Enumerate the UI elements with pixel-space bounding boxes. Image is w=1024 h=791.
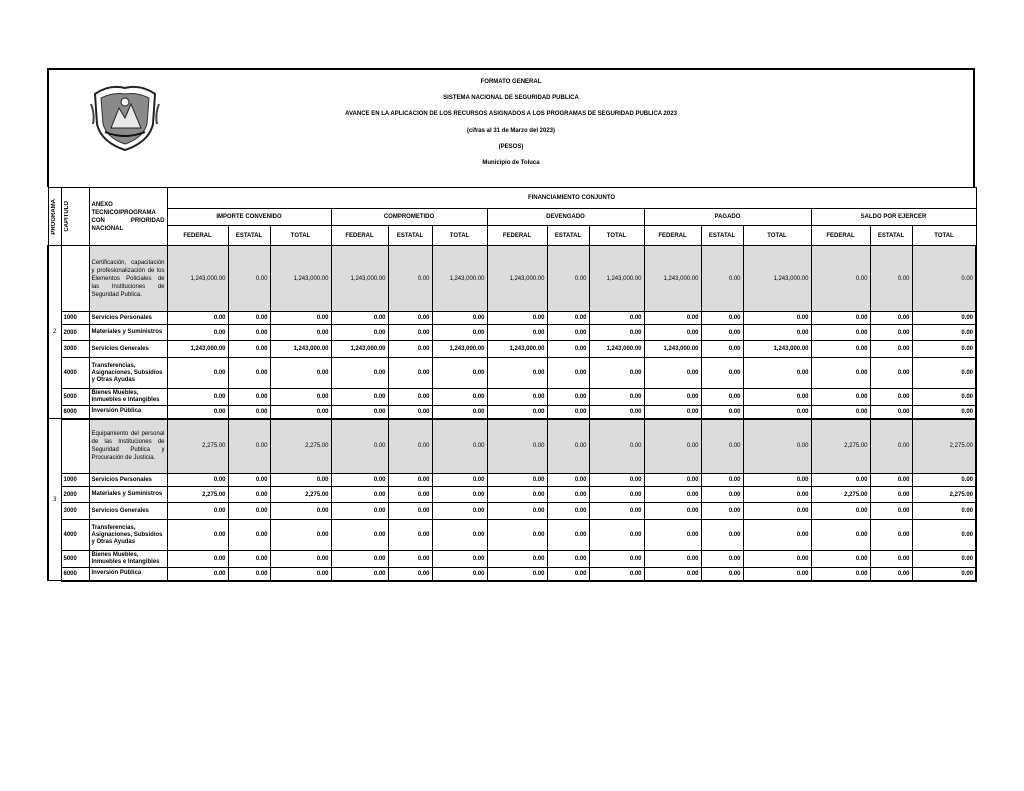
program-total-cell: 0.00 — [228, 246, 270, 312]
value-cell: 0.00 — [270, 551, 331, 568]
value-cell: 1,243,000.00 — [644, 341, 701, 358]
program-total-cell: 0.00 — [388, 419, 432, 474]
value-cell: 0.00 — [870, 487, 912, 503]
funding-table — [47, 187, 977, 582]
value-cell: 0.00 — [644, 312, 701, 325]
capitulo-code: 3000 — [61, 503, 89, 520]
value-cell: 0.00 — [432, 568, 487, 581]
value-cell: 0.00 — [743, 520, 811, 551]
value-cell: 0.00 — [547, 312, 589, 325]
program-total-row — [48, 246, 976, 312]
value-cell: 0.00 — [589, 312, 644, 325]
capitulo-name: Materiales y Suministros — [89, 487, 167, 503]
value-cell: 0.00 — [811, 551, 870, 568]
value-cell: 0.00 — [331, 503, 388, 520]
header-line-currency: (PESOS) — [498, 143, 524, 150]
value-cell: 0.00 — [589, 568, 644, 581]
program-capitulo-blank — [61, 246, 89, 312]
value-cell: 0.00 — [331, 389, 388, 406]
table-row — [48, 325, 976, 341]
value-cell: 0.00 — [870, 358, 912, 389]
table-row — [48, 389, 976, 406]
value-cell: 0.00 — [644, 358, 701, 389]
value-cell: 0.00 — [228, 312, 270, 325]
program-total-cell: 1,243,000.00 — [589, 246, 644, 312]
value-cell: 0.00 — [912, 551, 976, 568]
value-cell: 0.00 — [701, 568, 743, 581]
table-row — [48, 358, 976, 389]
value-cell: 0.00 — [270, 474, 331, 487]
subheader-total: TOTAL — [270, 226, 331, 246]
table-row — [48, 312, 976, 325]
anexo-header: ANEXO TECNICO/PROGRAMA CON PRIORIDAD NACIONAL — [89, 188, 167, 246]
value-cell: 0.00 — [701, 551, 743, 568]
value-cell: 0.00 — [743, 568, 811, 581]
program-total-cell: 2,275.00 — [912, 419, 976, 474]
capitulo-name: Bienes Muebles, Inmuebles e Intangibles — [89, 551, 167, 568]
value-cell: 0.00 — [487, 551, 547, 568]
subheader-row — [48, 226, 976, 246]
value-cell: 0.00 — [547, 487, 589, 503]
value-cell: 0.00 — [701, 474, 743, 487]
value-cell: 0.00 — [432, 520, 487, 551]
program-total-cell: 2,275.00 — [270, 419, 331, 474]
header-titles — [49, 74, 973, 171]
subheader-federal: FEDERAL — [644, 226, 701, 246]
value-cell: 0.00 — [811, 358, 870, 389]
value-cell: 0.00 — [228, 520, 270, 551]
value-cell: 0.00 — [270, 568, 331, 581]
table-row — [48, 341, 976, 358]
value-cell: 0.00 — [701, 520, 743, 551]
subheader-estatal: ESTATAL — [547, 226, 589, 246]
value-cell: 0.00 — [228, 474, 270, 487]
value-cell: 0.00 — [870, 503, 912, 520]
value-cell: 0.00 — [870, 551, 912, 568]
program-total-cell: 0.00 — [811, 246, 870, 312]
program-total-cell: 1,243,000.00 — [331, 246, 388, 312]
program-description: Equipamiento del personal de las Instituciones de Seguridad Publica y Procuración de Justicia. — [89, 419, 167, 474]
program-total-cell: 0.00 — [388, 246, 432, 312]
program-total-cell: 2,275.00 — [167, 419, 228, 474]
value-cell: 0.00 — [388, 341, 432, 358]
capitulo-code: 4000 — [61, 358, 89, 389]
value-cell: 0.00 — [870, 312, 912, 325]
value-cell: 0.00 — [547, 503, 589, 520]
value-cell: 0.00 — [270, 406, 331, 419]
program-number: 2 — [48, 246, 61, 419]
value-cell: 0.00 — [644, 389, 701, 406]
value-cell: 0.00 — [912, 312, 976, 325]
capitulo-name: Materiales y Suministros — [89, 325, 167, 341]
value-cell: 0.00 — [388, 487, 432, 503]
value-cell: 0.00 — [228, 406, 270, 419]
table-row — [48, 474, 976, 487]
program-total-cell: 0.00 — [870, 419, 912, 474]
table-row — [48, 406, 976, 419]
program-total-cell: 0.00 — [228, 419, 270, 474]
value-cell: 0.00 — [331, 325, 388, 341]
capitulo-code: 1000 — [61, 474, 89, 487]
value-cell: 0.00 — [547, 568, 589, 581]
report-sheet — [47, 68, 975, 582]
program-description: Certificación, capacitación y profesionalización de los Elementos Policiales de las Instituciones de Seguridad Publica. — [89, 246, 167, 312]
value-cell: 0.00 — [547, 389, 589, 406]
value-cell: 0.00 — [912, 474, 976, 487]
value-cell: 0.00 — [743, 474, 811, 487]
value-cell: 0.00 — [644, 551, 701, 568]
value-cell: 0.00 — [589, 551, 644, 568]
value-cell: 0.00 — [487, 325, 547, 341]
subheader-estatal: ESTATAL — [701, 226, 743, 246]
program-capitulo-blank — [61, 419, 89, 474]
value-cell: 0.00 — [270, 520, 331, 551]
value-cell: 0.00 — [589, 520, 644, 551]
value-cell: 0.00 — [167, 325, 228, 341]
program-total-cell: 1,243,000.00 — [743, 246, 811, 312]
subheader-federal: FEDERAL — [167, 226, 228, 246]
value-cell: 0.00 — [487, 568, 547, 581]
value-cell: 0.00 — [432, 312, 487, 325]
group-comprometido: COMPROMETIDO — [331, 209, 487, 226]
value-cell: 0.00 — [388, 312, 432, 325]
program-total-cell: 1,243,000.00 — [487, 246, 547, 312]
value-cell: 0.00 — [432, 406, 487, 419]
program-total-cell: 0.00 — [644, 419, 701, 474]
value-cell: 2,275.00 — [912, 487, 976, 503]
header-line-date: (cifras al 31 de Marzo del 2023) — [466, 127, 556, 134]
value-cell: 0.00 — [167, 551, 228, 568]
program-total-cell: 0.00 — [547, 246, 589, 312]
value-cell: 0.00 — [388, 325, 432, 341]
value-cell: 0.00 — [228, 325, 270, 341]
value-cell: 0.00 — [547, 474, 589, 487]
value-cell: 0.00 — [388, 503, 432, 520]
capitulo-code: 1000 — [61, 312, 89, 325]
value-cell: 0.00 — [701, 325, 743, 341]
group-pagado: PAGADO — [644, 209, 811, 226]
value-cell: 0.00 — [487, 358, 547, 389]
value-cell: 0.00 — [388, 474, 432, 487]
capitulo-code: 3000 — [61, 341, 89, 358]
program-total-cell: 0.00 — [589, 419, 644, 474]
value-cell: 0.00 — [432, 487, 487, 503]
program-total-cell: 0.00 — [487, 419, 547, 474]
table-body — [48, 246, 976, 581]
capitulo-name: Bienes Muebles, Inmuebles e Intangibles — [89, 389, 167, 406]
value-cell: 1,243,000.00 — [167, 341, 228, 358]
capitulo-code: 6000 — [61, 568, 89, 581]
capitulo-code: 6000 — [61, 406, 89, 419]
value-cell: 0.00 — [331, 474, 388, 487]
value-cell: 0.00 — [228, 389, 270, 406]
table-row — [48, 487, 976, 503]
table-row — [48, 568, 976, 581]
value-cell: 0.00 — [167, 389, 228, 406]
value-cell: 0.00 — [644, 474, 701, 487]
program-total-cell: 0.00 — [432, 419, 487, 474]
program-total-cell: 0.00 — [912, 246, 976, 312]
program-total-row — [48, 419, 976, 474]
value-cell: 0.00 — [167, 358, 228, 389]
value-cell: 0.00 — [811, 325, 870, 341]
value-cell: 0.00 — [870, 474, 912, 487]
value-cell: 0.00 — [228, 568, 270, 581]
value-cell: 0.00 — [743, 312, 811, 325]
value-cell: 0.00 — [432, 325, 487, 341]
value-cell: 0.00 — [912, 358, 976, 389]
value-cell: 1,243,000.00 — [743, 341, 811, 358]
value-cell: 0.00 — [270, 503, 331, 520]
value-cell: 0.00 — [487, 503, 547, 520]
value-cell: 0.00 — [167, 406, 228, 419]
capitulo-header: CAPITULO — [61, 188, 89, 246]
subheader-estatal: ESTATAL — [870, 226, 912, 246]
value-cell: 0.00 — [589, 389, 644, 406]
value-cell: 0.00 — [743, 551, 811, 568]
capitulo-code: 2000 — [61, 325, 89, 341]
value-cell: 0.00 — [743, 389, 811, 406]
value-cell: 0.00 — [644, 503, 701, 520]
value-cell: 0.00 — [270, 389, 331, 406]
value-cell: 0.00 — [870, 389, 912, 406]
value-cell: 0.00 — [388, 389, 432, 406]
value-cell: 0.00 — [743, 325, 811, 341]
value-cell: 0.00 — [811, 406, 870, 419]
value-cell: 0.00 — [701, 312, 743, 325]
value-cell: 0.00 — [811, 341, 870, 358]
capitulo-name: Inversión Pública — [89, 406, 167, 419]
group-importe-convenido: IMPORTE CONVENIDO — [167, 209, 331, 226]
capitulo-name: Servicios Personales — [89, 474, 167, 487]
program-total-cell: 1,243,000.00 — [270, 246, 331, 312]
value-cell: 0.00 — [912, 568, 976, 581]
value-cell: 0.00 — [331, 520, 388, 551]
value-cell: 0.00 — [701, 503, 743, 520]
group-devengado: DEVENGADO — [487, 209, 644, 226]
value-cell: 0.00 — [228, 503, 270, 520]
table-row — [48, 503, 976, 520]
group-saldo-por-ejercer: SALDO POR EJERCER — [811, 209, 976, 226]
capitulo-code: 5000 — [61, 389, 89, 406]
value-cell: 0.00 — [228, 358, 270, 389]
value-cell: 0.00 — [547, 406, 589, 419]
value-cell: 0.00 — [388, 358, 432, 389]
value-cell: 0.00 — [644, 406, 701, 419]
capitulo-code: 2000 — [61, 487, 89, 503]
value-cell: 0.00 — [870, 406, 912, 419]
program-total-cell: 1,243,000.00 — [432, 246, 487, 312]
subheader-federal: FEDERAL — [331, 226, 388, 246]
value-cell: 2,275.00 — [270, 487, 331, 503]
value-cell: 0.00 — [589, 487, 644, 503]
value-cell: 1,243,000.00 — [432, 341, 487, 358]
value-cell: 0.00 — [701, 389, 743, 406]
table-row — [48, 520, 976, 551]
value-cell: 0.00 — [331, 568, 388, 581]
value-cell: 0.00 — [167, 474, 228, 487]
value-cell: 0.00 — [388, 520, 432, 551]
value-cell: 0.00 — [432, 503, 487, 520]
value-cell: 0.00 — [167, 520, 228, 551]
value-cell: 0.00 — [912, 503, 976, 520]
value-cell: 0.00 — [487, 406, 547, 419]
capitulo-name: Transferencias, Asignaciones, Subsidios y Otras Ayudas — [89, 520, 167, 551]
value-cell: 0.00 — [487, 520, 547, 551]
value-cell: 0.00 — [912, 389, 976, 406]
value-cell: 0.00 — [331, 312, 388, 325]
capitulo-name: Servicios Generales — [89, 341, 167, 358]
value-cell: 0.00 — [912, 325, 976, 341]
value-cell: 0.00 — [228, 487, 270, 503]
program-total-cell: 1,243,000.00 — [644, 246, 701, 312]
value-cell: 1,243,000.00 — [270, 341, 331, 358]
value-cell: 0.00 — [228, 341, 270, 358]
value-cell: 0.00 — [870, 341, 912, 358]
value-cell: 0.00 — [432, 474, 487, 487]
value-cell: 0.00 — [701, 487, 743, 503]
financiamiento-header: FINANCIAMIENTO CONJUNTO — [167, 188, 976, 209]
program-total-cell: 0.00 — [701, 419, 743, 474]
value-cell: 0.00 — [811, 520, 870, 551]
value-cell: 0.00 — [432, 358, 487, 389]
value-cell: 0.00 — [743, 503, 811, 520]
value-cell: 0.00 — [811, 503, 870, 520]
value-cell: 0.00 — [644, 325, 701, 341]
value-cell: 0.00 — [270, 358, 331, 389]
value-cell: 0.00 — [547, 325, 589, 341]
value-cell: 0.00 — [589, 474, 644, 487]
value-cell: 0.00 — [644, 568, 701, 581]
program-number: 3 — [48, 419, 61, 581]
program-total-cell: 2,275.00 — [811, 419, 870, 474]
value-cell: 0.00 — [589, 503, 644, 520]
subheader-estatal: ESTATAL — [228, 226, 270, 246]
value-cell: 0.00 — [270, 312, 331, 325]
value-cell: 0.00 — [811, 389, 870, 406]
value-cell: 0.00 — [870, 325, 912, 341]
value-cell: 0.00 — [270, 325, 331, 341]
subheader-total: TOTAL — [912, 226, 976, 246]
value-cell: 0.00 — [743, 358, 811, 389]
value-cell: 0.00 — [811, 568, 870, 581]
value-cell: 0.00 — [331, 358, 388, 389]
value-cell: 0.00 — [388, 568, 432, 581]
value-cell: 0.00 — [870, 568, 912, 581]
value-cell: 2,275.00 — [167, 487, 228, 503]
value-cell: 0.00 — [644, 487, 701, 503]
report-header — [47, 68, 975, 187]
value-cell: 1,243,000.00 — [331, 341, 388, 358]
capitulo-name: Servicios Personales — [89, 312, 167, 325]
value-cell: 0.00 — [701, 406, 743, 419]
value-cell: 0.00 — [228, 551, 270, 568]
value-cell: 0.00 — [547, 358, 589, 389]
header-line-municipality: Municipio de Toluca — [482, 159, 540, 166]
program-total-cell: 1,243,000.00 — [167, 246, 228, 312]
value-cell: 0.00 — [743, 406, 811, 419]
value-cell: 0.00 — [589, 325, 644, 341]
value-cell: 0.00 — [912, 406, 976, 419]
capitulo-name: Inversión Pública — [89, 568, 167, 581]
value-cell: 0.00 — [487, 389, 547, 406]
subheader-total: TOTAL — [589, 226, 644, 246]
program-total-cell: 0.00 — [743, 419, 811, 474]
value-cell: 0.00 — [331, 487, 388, 503]
programa-header: PROGRAMA — [48, 188, 61, 246]
value-cell: 0.00 — [487, 474, 547, 487]
capitulo-name: Servicios Generales — [89, 503, 167, 520]
program-total-cell: 0.00 — [331, 419, 388, 474]
value-cell: 0.00 — [811, 312, 870, 325]
capitulo-code: 4000 — [61, 520, 89, 551]
value-cell: 0.00 — [432, 551, 487, 568]
value-cell: 0.00 — [167, 503, 228, 520]
program-total-cell: 0.00 — [870, 246, 912, 312]
value-cell: 0.00 — [331, 406, 388, 419]
header-line-report-title: AVANCE EN LA APLICACION DE LOS RECURSOS ASIGNADOS A LOS PROGRAMAS DE SEGURIDAD PUBLICA 2023 — [345, 111, 677, 118]
value-cell: 0.00 — [912, 341, 976, 358]
value-cell: 0.00 — [589, 358, 644, 389]
value-cell: 0.00 — [701, 358, 743, 389]
value-cell: 0.00 — [547, 520, 589, 551]
subheader-estatal: ESTATAL — [388, 226, 432, 246]
subheader-federal: FEDERAL — [487, 226, 547, 246]
value-cell: 0.00 — [870, 520, 912, 551]
value-cell: 0.00 — [487, 312, 547, 325]
capitulo-name: Transferencias, Asignaciones, Subsidios y Otras Ayudas — [89, 358, 167, 389]
value-cell: 0.00 — [547, 341, 589, 358]
value-cell: 1,243,000.00 — [487, 341, 547, 358]
value-cell: 0.00 — [432, 389, 487, 406]
table-row — [48, 551, 976, 568]
value-cell: 0.00 — [388, 551, 432, 568]
value-cell: 0.00 — [547, 551, 589, 568]
header-line-format: FORMATO GENERAL — [480, 79, 542, 85]
subheader-total: TOTAL — [743, 226, 811, 246]
value-cell: 0.00 — [487, 487, 547, 503]
value-cell: 0.00 — [701, 341, 743, 358]
header-line-system: SISTEMA NACIONAL DE SEGURIDAD PUBLICA — [443, 95, 579, 102]
value-cell: 0.00 — [811, 474, 870, 487]
value-cell: 0.00 — [743, 487, 811, 503]
value-cell: 0.00 — [912, 520, 976, 551]
capitulo-code: 5000 — [61, 551, 89, 568]
value-cell: 0.00 — [167, 568, 228, 581]
subheader-federal: FEDERAL — [811, 226, 870, 246]
subheader-total: TOTAL — [432, 226, 487, 246]
value-cell: 0.00 — [331, 551, 388, 568]
value-cell: 0.00 — [167, 312, 228, 325]
value-cell: 0.00 — [388, 406, 432, 419]
program-total-cell: 0.00 — [701, 246, 743, 312]
value-cell: 1,243,000.00 — [589, 341, 644, 358]
program-total-cell: 0.00 — [547, 419, 589, 474]
value-cell: 0.00 — [644, 520, 701, 551]
value-cell: 2,275.00 — [811, 487, 870, 503]
value-cell: 0.00 — [589, 406, 644, 419]
